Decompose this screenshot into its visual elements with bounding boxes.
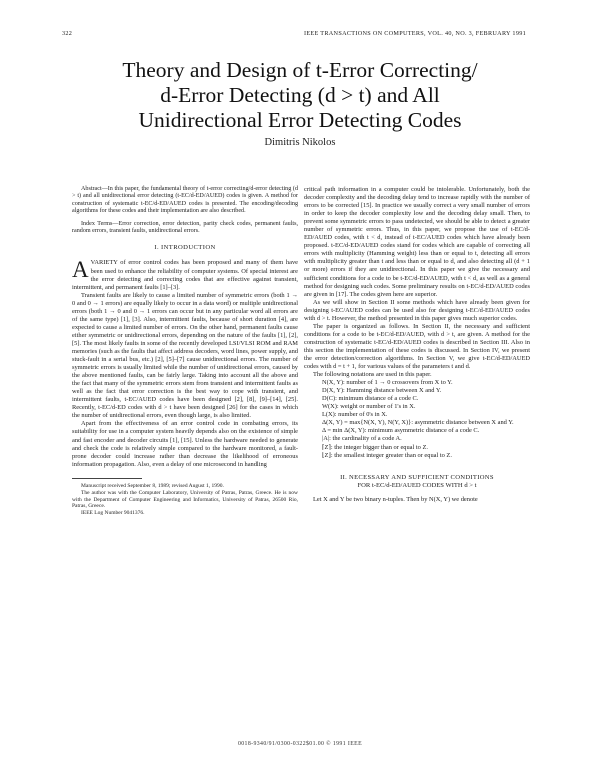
intro-paragraph-3: Apart from the effectiveness of an error control code in combating errors, its suitability for use in a computer system heavily depends also on the existence of simple and fast encoder and decoder circuits [1], [15]. Unless the hardware needed to generate and check the code is relatively simple compared to the hardware monitored, a fault-prone decoder could increase rather than decrease the likelihood of erroneous information propagation. Also, even a delay of one microsecond in handling bbox=[72, 420, 298, 468]
section-heading-2: II. NECESSARY AND SUFFICIENT CONDITIONS bbox=[340, 473, 494, 481]
footnote-log-number: IEEE Log Number 9041376. bbox=[81, 510, 145, 517]
right-paragraph-5: Let X and Y be two binary n-tuples. Then by N(X, Y) we denote bbox=[313, 495, 478, 503]
notation-item: ⌈Z⌉: the integer bigger than or equal to Z. bbox=[322, 443, 428, 451]
notation-item: D(C): minimum distance of a code C. bbox=[322, 395, 419, 403]
paper-title bbox=[60, 58, 540, 133]
notation-item: ⌊Z⌋: the smallest integer greater than or equal to Z. bbox=[322, 451, 452, 459]
journal-reference: IEEE TRANSACTIONS ON COMPUTERS, VOL. 40, NO. 3, FEBRUARY 1991 bbox=[303, 30, 526, 37]
footnote-received: Manuscript received September 8, 1989; revised August 1, 1990. bbox=[81, 482, 224, 489]
right-column bbox=[304, 186, 530, 504]
footnote-author-info: The author was with the Computer Laboratory, University of Patras, Patras, Greece. He is now with the Department of Computer Engineering and Informatics, University of Patras, 26500 Rio, Patras, Greece. bbox=[72, 489, 298, 510]
notation-item: D(X, Y): Hamming distance between X and Y. bbox=[322, 387, 442, 395]
title-line-2: d-Error Detecting (d > t) and All bbox=[160, 83, 440, 107]
right-paragraph-4: The following notations are used in this paper. bbox=[313, 371, 432, 379]
section-heading-introduction: I. INTRODUCTION bbox=[154, 244, 216, 252]
drop-cap: A bbox=[72, 257, 89, 283]
section-heading-2-subtitle: FOR t-EC/d-ED/AUED CODES WITH d > t bbox=[357, 481, 477, 489]
running-header bbox=[62, 30, 526, 42]
right-paragraph-3: The paper is organized as follows. In Section II, the necessary and sufficient conditions for a code to be t-EC/d-ED/AUED, with d > t, are given. A method for the construction of systematic t-EC/d-ED/AUED codes is described in Section III. Also in this section the implementation of these codes is discussed. In Section IV, we present the error detection/correction algorithms. In Section V, we give t-EC/d-ED/AUED codes with d = t + 1, for various values of the parameters t and d. bbox=[304, 322, 530, 371]
intro-paragraph-1 bbox=[72, 259, 298, 291]
index-terms: Index Terms—Error correction, error detection, parity check codes, permanent faults, random errors, transient faults, unidirectional errors. bbox=[72, 220, 298, 235]
page-number: 322 bbox=[62, 30, 73, 37]
right-paragraph-2: As we will show in Section II some methods which have already been given for designing t-EC/AUED codes can be used also for designing t-EC/d-ED/AUED codes with d > t. However, the method presented in this paper gives much superior codes. bbox=[304, 298, 530, 322]
notation-item: Δ(X, Y) = max{N(X, Y), N(Y, X)}: asymmetric distance between X and Y. bbox=[322, 419, 514, 427]
abstract-block bbox=[72, 186, 298, 235]
footnote-rule bbox=[72, 478, 142, 479]
notation-item: L(X): number of 0's in X. bbox=[322, 411, 388, 419]
left-column bbox=[72, 186, 298, 517]
abstract-text: Abstract—In this paper, the fundamental theory of t-error correcting/d-error detecting (d > t) and all unidirectional error detecting (t-EC/d-ED/AUED) codes is given. A method for construction of systematic t-EC/d-ED/AUED codes is presented. The encoding/decoding algorithms for these codes and their implementation are also described. bbox=[72, 186, 298, 215]
title-line-3: Unidirectional Error Detecting Codes bbox=[138, 108, 462, 132]
copyright-footer: 0018-9340/91/0300-0322$01.00 © 1991 IEEE bbox=[237, 741, 363, 747]
notation-item: Δ = min Δ(X, Y): minimum asymmetric distance of a code C. bbox=[322, 427, 480, 435]
notation-item: |A|: the cardinality of a code A. bbox=[322, 435, 402, 443]
intro-paragraph-2: Transient faults are likely to cause a limited number of symmetric errors (both 1 → 0 and 0 → 1 errors) are equally likely to occur in a data word) or multiple unidirectional errors (both 1 → 0 and 0 → 1 errors can occur but in any particular word all errors are of the same type) [1], [3]. Also, intermittent faults, because of short duration [4], are expected to cause a limited number of errors. On the other hand, permanent faults cause either symmetric or unidirectional errors, depending on the nature of the faults [1], [2], [5]. The most likely faults in some of the recently developed LSI/VLSI ROM and RAM memories (such as the faults that affect address decoders, word lines, power supply, and stuck-fault in a serial bus, etc.) [2], [5]–[7] cause unidirectional errors. The number of symmetric errors is usually limited while the number of unidirectional errors, caused by the above mentioned faults, can be fairly large. Taking into account all the above and the fact that many of the symmetric errors stem from transient and intermittent faults as well as the fact that error correction is the best way to cope with transient, and intermittent faults, t-EC/AUED codes have been designed [2], [8], [9]–[14], [25]. Recently, t-EC/d-ED codes with d > t have been designed [26] for the cases in which the number of unidirectional errors, even though large, is also limited. bbox=[72, 291, 298, 420]
intro-paragraph-1-text: VARIETY of error control codes has been proposed and many of them have been used to enhance the reliability of computer systems. Of special interest are the error detecting and correcting codes that are effective against transient, intermittent, and permanent faults [1]–[3]. bbox=[72, 259, 298, 291]
right-paragraph-1: critical path information in a computer could be intolerable. Unfortunately, both the decoder complexity and the decoding delay tend to increase rapidly with the number of errors to be corrected [15]. In practice we usually correct a very small number of errors in order to keep the decoder complexity low and the decoding delay small. Then, to prevent some symmetric errors to pass undetected, we should be able to detect a greater number of symmetric errors. Thus, in this paper, we propose the use of t-EC/d-ED/AUED codes, with t < d, instead of t-EC/AUED codes which have already been proposed. t-EC/d-ED/AUED codes stand for codes which are capable of correcting all errors with multiplicity (Hamming weight) less than or equal to t, detecting all errors with multiplicity greater than t and less than or equal to d, and also detecting all (d + 1 or more) errors if they are unidirectional. In this paper we give the necessary and sufficient conditions for a code to be t-EC/d-ED/AUED, with t < d, as well as a general method for designing such codes. Some preliminary results on t-EC/d-ED/AUED codes are given in [17]. The codes given here are superior. bbox=[304, 186, 530, 298]
notation-item: W(X): weight or number of 1's in X. bbox=[322, 403, 416, 411]
title-line-1: Theory and Design of t-Error Correcting/ bbox=[122, 58, 478, 82]
author-name: Dimitris Nikolos bbox=[264, 137, 336, 148]
notation-item: N(X, Y): number of 1 → 0 crossovers from X to Y. bbox=[322, 379, 453, 387]
